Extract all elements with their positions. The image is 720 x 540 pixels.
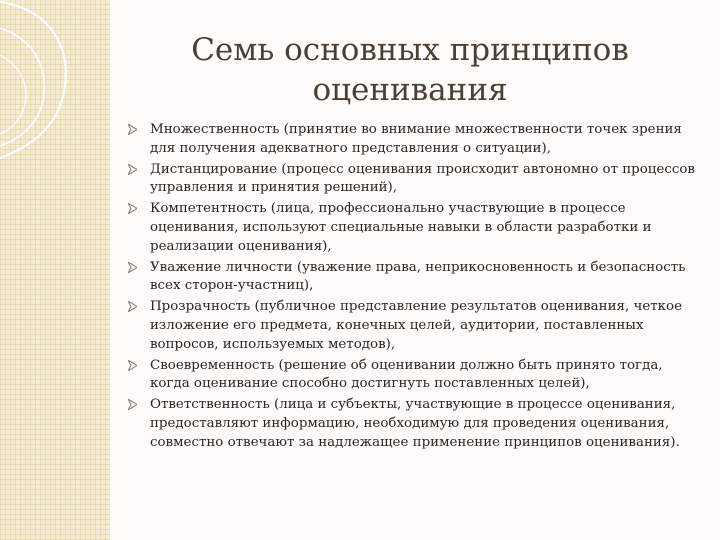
list-item-text: Дистанцирование (процесс оценивания происходит автономно от процессов управления и принятия решений),	[150, 161, 695, 196]
slide-title	[150, 30, 670, 110]
list-item	[128, 298, 703, 354]
list-item	[128, 161, 703, 198]
arrowhead-bullet-icon	[128, 262, 137, 273]
arrowhead-bullet-icon	[128, 203, 137, 214]
list-item-text: Своевременность (решение об оценивании должно быть принято тогда, когда оценивание способно достигнуть поставленных целей),	[150, 357, 663, 392]
list-item	[128, 357, 703, 394]
principles-list	[128, 121, 703, 455]
arrowhead-bullet-icon	[128, 124, 137, 135]
list-item	[128, 259, 703, 296]
list-item-text: Уважение личности (уважение права, неприкосновенность и безопасность всех сторон-участниц),	[150, 259, 686, 294]
list-item	[128, 396, 703, 452]
list-item	[128, 121, 703, 158]
slide-title-line-2: оценивания	[312, 72, 508, 108]
arrowhead-bullet-icon	[128, 360, 137, 371]
list-item-text: Ответственность (лица и субъекты, участвующие в процессе оценивания, предоставляют информацию, необходимую для проведения оценивания, совместно отвечают за надлежащее применение принципов оценивания).	[150, 397, 680, 450]
list-item-text: Множественность (принятие во внимание множественности точек зрения для получения адекватного представления о ситуации),	[150, 122, 682, 156]
slide-title-line-1: Семь основных принципов	[191, 32, 629, 68]
decorative-arcs	[0, 0, 140, 170]
arrowhead-bullet-icon	[128, 301, 137, 312]
list-item-text: Компетентность (лица, профессионально участвующие в процессе оценивания, используют специальные навыки в области разработки и реализации оценивания),	[150, 201, 652, 254]
arrowhead-bullet-icon	[128, 399, 137, 410]
list-item	[128, 200, 703, 256]
list-item-text: Прозрачность (публичное представление результатов оценивания, четкое изложение его предмета, конечных целей, аудитории, поставленных вопросов, используемых методов),	[150, 299, 683, 352]
arrowhead-bullet-icon	[128, 164, 137, 175]
